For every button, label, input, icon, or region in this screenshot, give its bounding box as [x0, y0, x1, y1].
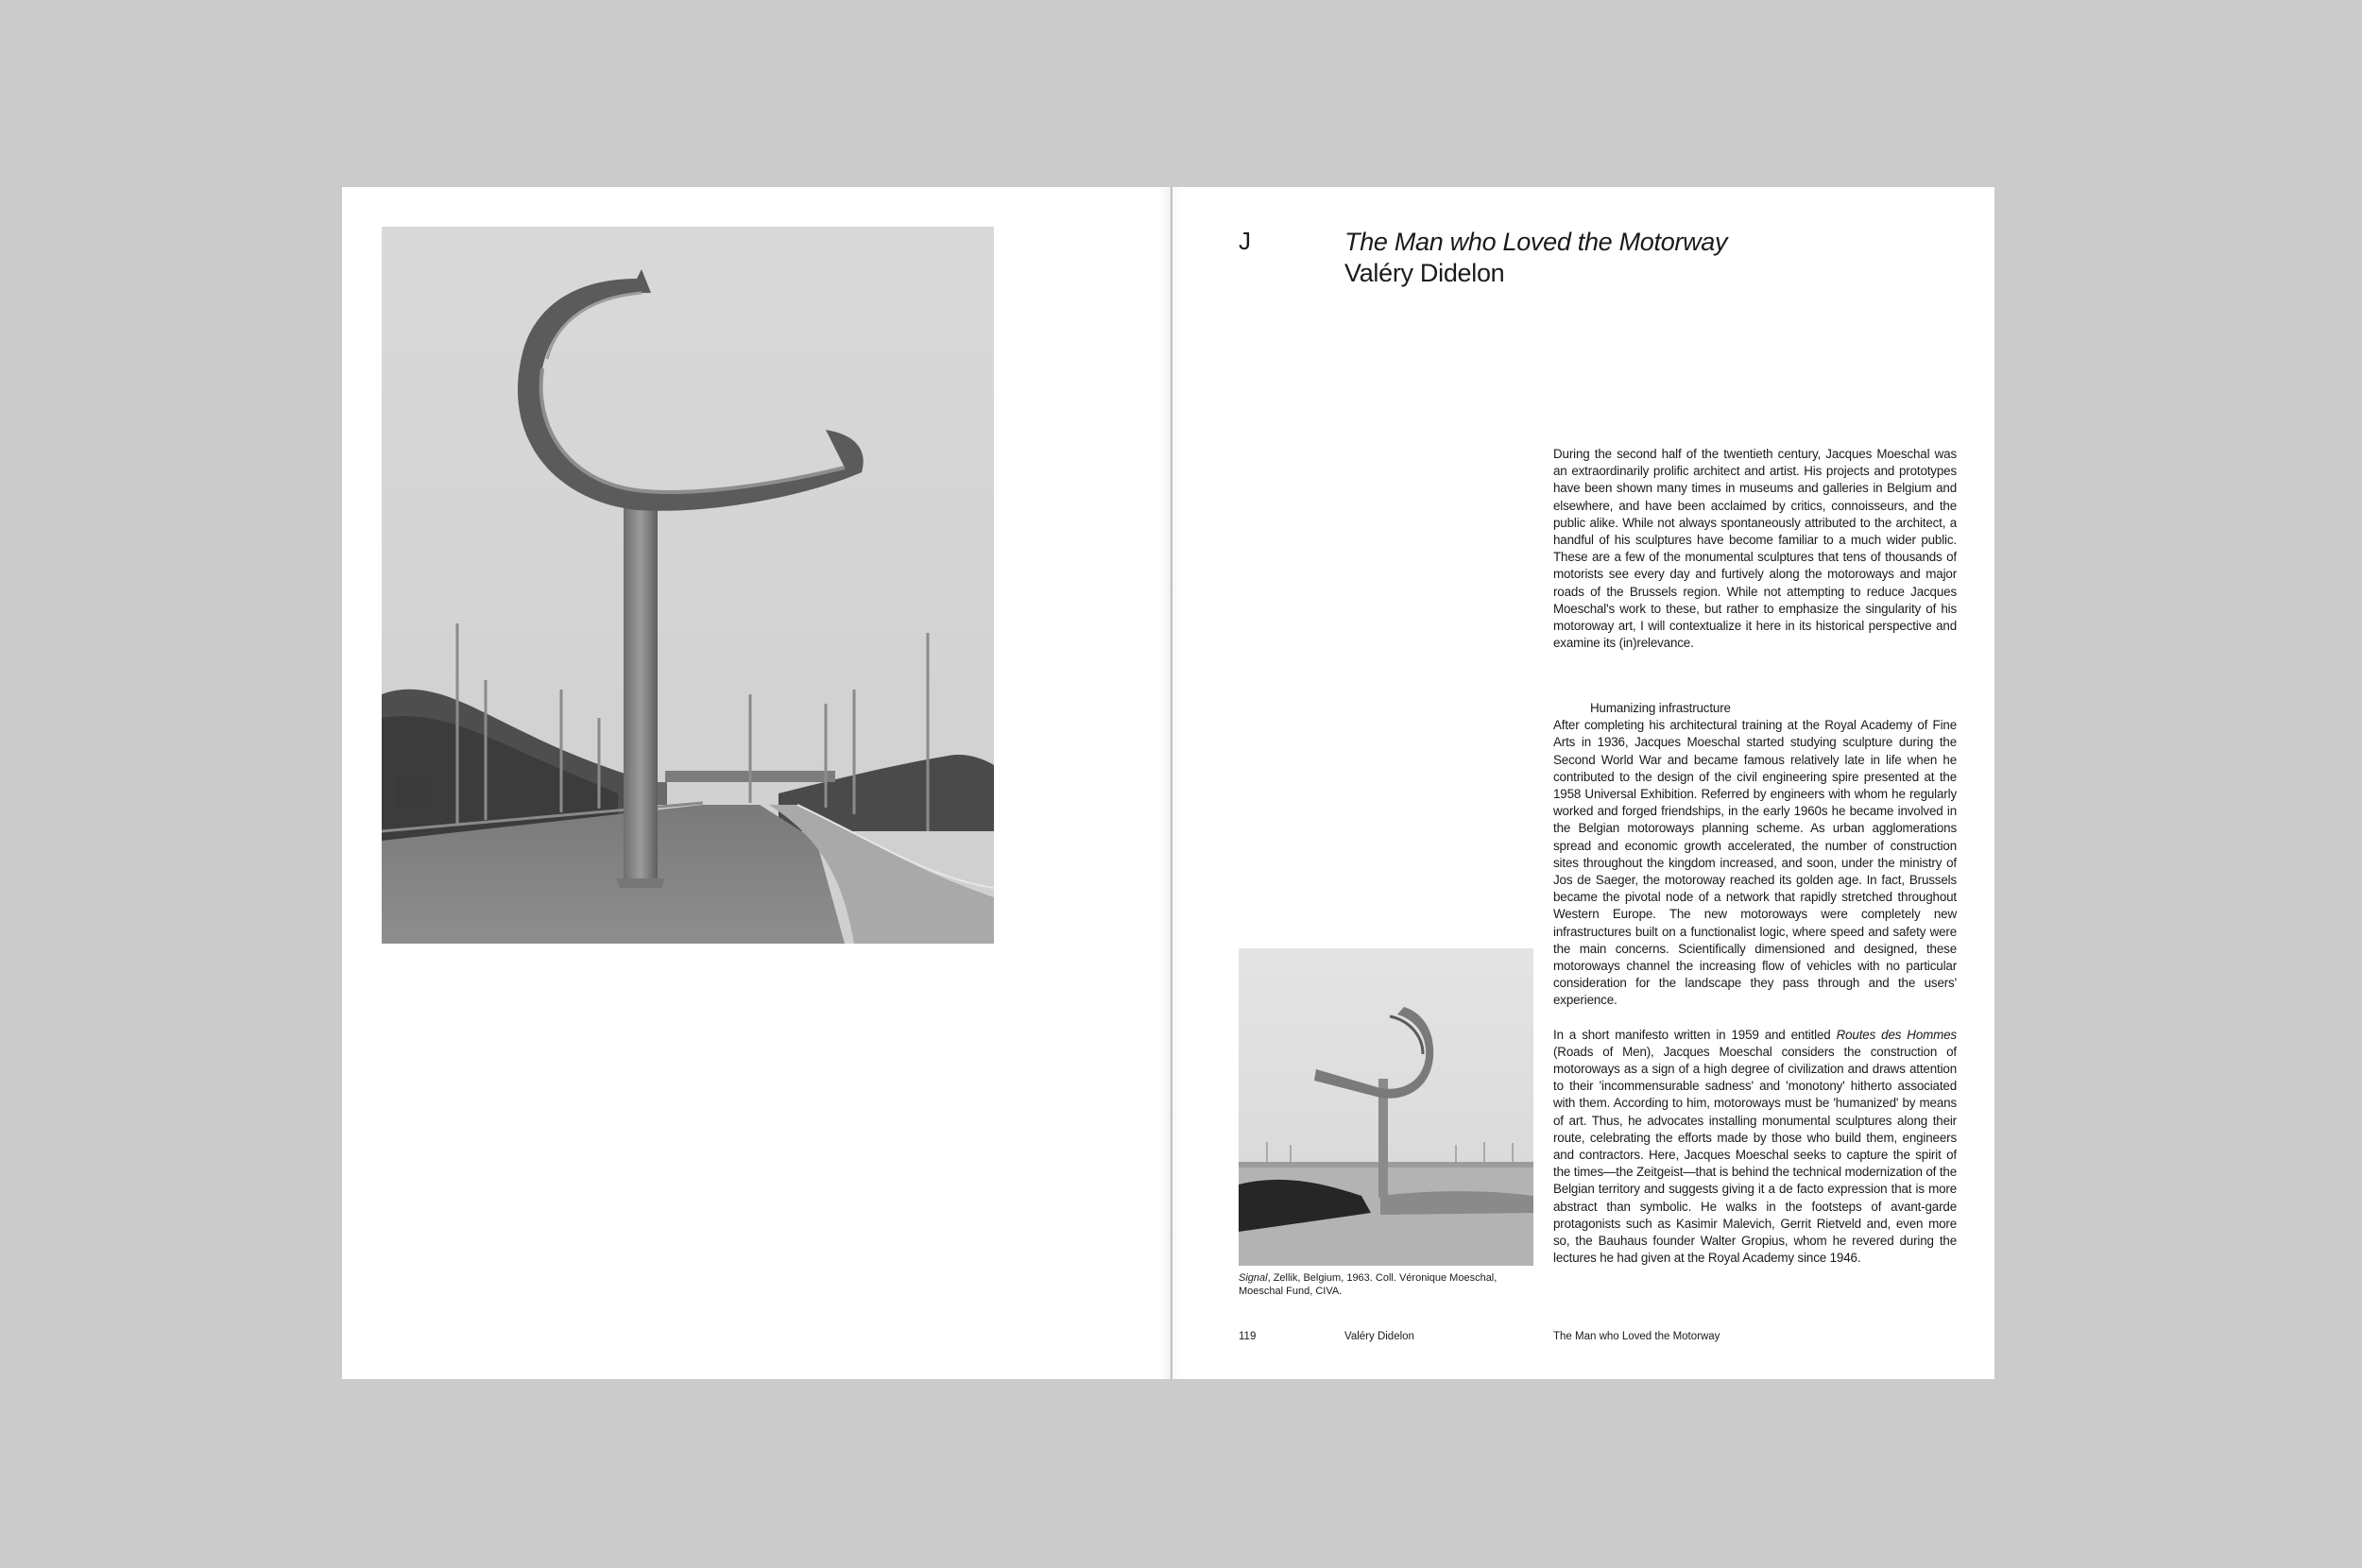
- section-heading: Humanizing infrastructure: [1590, 701, 1731, 715]
- paragraph-2-rest: (Roads of Men), Jacques Moeschal considers the construction of motoroways as a sign of a high degree of civilization and draws attention to their 'incommensurable sadness' and 'monotony' hitherto associated with them. According to him, motoroways must be 'humanized' by means of art. Thus, he advocates installing monumental sculptures along their route, celebrating the efforts made by those who build them, engineers and contractors. Here, Jacques Moeschal seeks to capture the spirit of the times—the Zeitgeist—that is behind the technical modernization of the Belgian territory and suggests giving it a de facto expression that is more abstract than symbolic. He walks in the footsteps of avant-garde protagonists such as Kasimir Malevich, Gerrit Rietveld and, even more so, the Bauhaus founder Walter Gropius, whom he revered during the lectures he had given at the Royal Academy since 1946.: [1553, 1044, 1957, 1266]
- footer-page-number: 119: [1239, 1331, 1257, 1342]
- manifesto-title: Routes des Hommes: [1836, 1027, 1957, 1042]
- footer-title: The Man who Loved the Motorway: [1553, 1331, 1720, 1342]
- intro-paragraph: [1553, 446, 1957, 652]
- book-gutter: [1160, 187, 1181, 1379]
- article-author: Valéry Didelon: [1344, 259, 1505, 287]
- chapter-letter: J: [1239, 227, 1251, 255]
- sculpture-photo-small: [1239, 948, 1533, 1266]
- caption-details: , Zellik, Belgium, 1963. Coll. Véronique Moeschal, Moeschal Fund, CIVA.: [1239, 1272, 1498, 1297]
- section-paragraph-2: [1553, 1027, 1957, 1268]
- photo-signal-motorway: [382, 227, 994, 944]
- photo-signal-field: [1239, 948, 1533, 1266]
- photo-caption: [1239, 1271, 1522, 1298]
- article-title: The Man who Loved the Motorway: [1344, 228, 1728, 256]
- intro-text: During the second half of the twentieth century, Jacques Moeschal was an extraordinarily prolific architect and artist. His projects and prototypes have been shown many times in museums and galleries in Belgium and elsewhere, and have been acclaimed by critics, connoisseurs, and the public alike. While not always spontaneously attributed to the architect, a handful of his sculptures have become familiar to a much wider public. These are a few of the monumental sculptures that tens of thousands of motorists see every day and furtively along the motoroways and major roads of the Brussels region. While not attempting to reduce Jacques Moeschal's work to these, but rather to emphasize the singularity of his motoroway art, I will contextualize it here in its historical perspective and examine its (in)relevance.: [1553, 447, 1957, 651]
- paragraph-2-intro: In a short manifesto written in 1959 and entitled: [1553, 1027, 1837, 1042]
- sculpture-photo-large: [382, 227, 994, 944]
- left-page: [342, 187, 1171, 1379]
- section-humanizing-infrastructure: [1553, 700, 1957, 1268]
- right-page: [1172, 187, 1994, 1379]
- book-spread: [342, 187, 1994, 1379]
- section-paragraph-1: After completing his architectural training at the Royal Academy of Fine Arts in 1936, Jacques Moeschal started studying sculpture during the Second World War and became famous relatively late in life when he contributed to the design of the civil engineering spire presented at the 1958 Universal Exhibition. Referred by engineers with whom he regularly worked and forged friendships, in the early 1960s he became involved in the Belgian motoroways planning scheme. As urban agglomerations spread and economic growth accelerated, the number of construction sites throughout the kingdom increased, and soon, under the ministry of Jos de Saeger, the motoroway reached its golden age. In fact, Brussels became the pivotal node of a network that rapidly stretched throughout Western Europe. The new motoroways were completely new infrastructures built on a functionalist logic, where speed and safety were the main concerns. Scientifically dimensioned and designed, these motoroways channel the increasing flow of vehicles with no particular consideration for the landscape they pass through and the users' experience.: [1553, 718, 1957, 1008]
- footer-author: Valéry Didelon: [1344, 1331, 1414, 1342]
- caption-work-title: Signal: [1239, 1272, 1268, 1284]
